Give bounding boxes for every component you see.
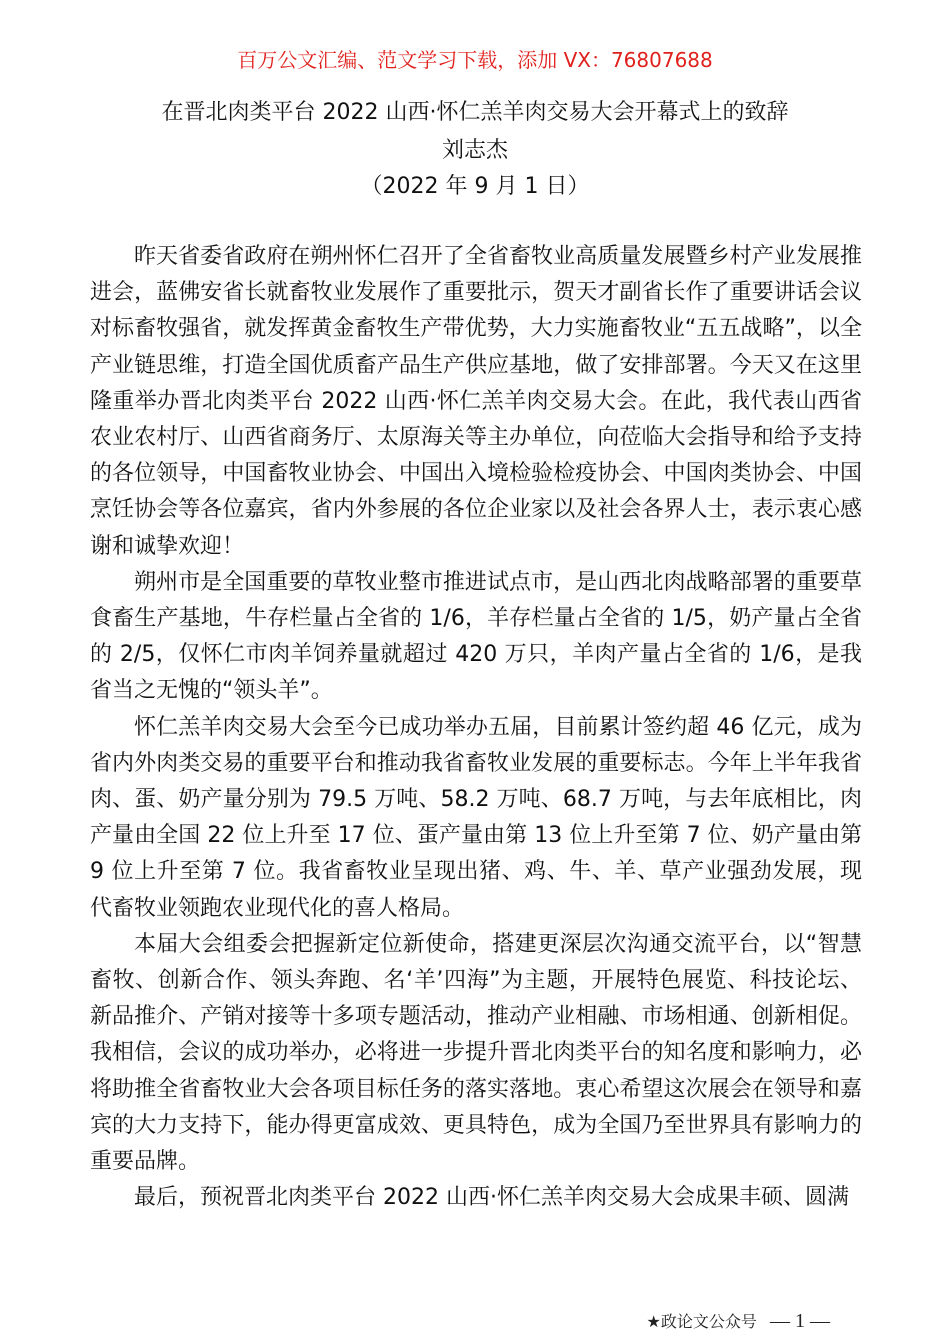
page-number: 1	[795, 1310, 805, 1332]
document-body	[90, 239, 862, 1216]
document-title: 在晋北肉类平台 2022 山西·怀仁羔羊肉交易大会开幕式上的致辞	[161, 100, 789, 125]
paragraph-5: 最后，预祝晋北肉类平台 2022 山西·怀仁羔羊肉交易大会成果丰硕、圆满	[134, 1185, 849, 1211]
page-footer	[647, 1310, 838, 1333]
page-number-group	[770, 1310, 830, 1332]
paragraph-4: 本届大会组委会把握新定位新使命，搭建更深层次沟通交流平台，以“智慧畜牧、创新合作、领头奔跑、名‘羊’四海”为主题，开展特色展览、科技论坛、新品推介、产销对接等十多项专题活动，推动产业相融、市场相通、创新相促。我相信，会议的成功举办，必将进一步提升晋北肉类平台的知名度和影响力，必将助推全省畜牧业大会各项目标任务的落实落地。衷心希望这次展会在领导和嘉宾的大力支持下，能办得更富成效、更具特色，成为全国乃至世界具有影响力的重要品牌。	[90, 931, 862, 1175]
dash-right: —	[810, 1310, 830, 1332]
dash-left: —	[770, 1310, 790, 1332]
paragraph-1: 昨天省委省政府在朔州怀仁召开了全省畜牧业高质量发展暨乡村产业发展推进会，蓝佛安省长就畜牧业发展作了重要批示，贺天才副省长作了重要讲话会议对标畜牧强省，就发挥黄金畜牧生产带优势，大力实施畜牧业“五五战略”，以全产业链思维，打造全国优质畜产品生产供应基地，做了安排部署。今天又在这里隆重举办晋北肉类平台 2022 山西·怀仁羔羊肉交易大会。在此，我代表山西省农业农村厅、山西省商务厅、太原海关等主办单位，向莅临大会指导和给予支持的各位领导，中国畜牧业协会、中国出入境检验检疫协会、中国肉类协会、中国烹饪协会等各位嘉宾，省内外参展的各位企业家以及社会各界人士，表示衷心感谢和诚挚欢迎！	[90, 244, 862, 559]
paragraph-3: 怀仁羔羊肉交易大会至今已成功举办五届，目前累计签约超 46 亿元，成为省内外肉类交易的重要平台和推动我省畜牧业发展的重要标志。今年上半年我省肉、蛋、奶产量分别为 79.5 万吨、58.2 万吨、68.7 万吨，与去年底相比，肉产量由全国 22 位上升至 17 位、蛋产量由第 13 位上升至第 7 位、奶产量由第 9 位上升至第 7 位。我省畜牧业呈现出猪、鸡、牛、羊、草产业强劲发展，现代畜牧业领跑农业现代化的喜人格局。	[90, 714, 862, 921]
header-banner: 百万公文汇编、范文学习下载，添加 VX：76807688	[237, 48, 713, 72]
footer-source: ★政论文公众号	[646, 1312, 757, 1331]
paragraph-2: 朔州市是全国重要的草牧业整市推进试点市，是山西北肉战略部署的重要草食畜生产基地，牛存栏量占全省的 1/6，羊存栏量占全省的 1/5，奶产量占全省的 2/5，仅怀仁市肉羊饲养量就超过 420 万只，羊肉产量占全省的 1/6，是我省当之无愧的“领头羊”。	[90, 569, 862, 704]
speech-date: （2022 年 9 月 1 日）	[360, 174, 590, 199]
author-name: 刘志杰	[441, 138, 508, 163]
